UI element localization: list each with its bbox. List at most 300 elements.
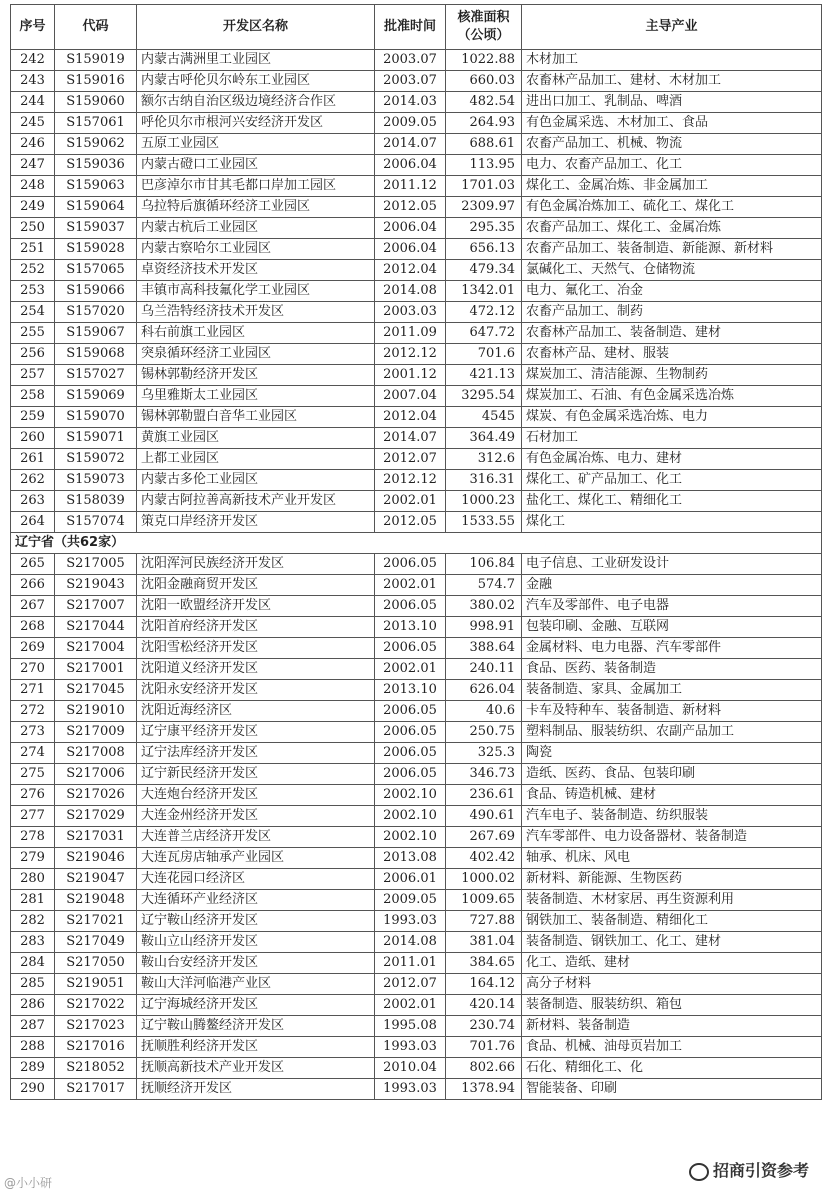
- cell-industry: 塑料制品、服装纺织、农副产品加工: [522, 722, 822, 743]
- cell-area: 1342.01: [446, 281, 522, 302]
- cell-name: 大连普兰店经济开发区: [137, 827, 375, 848]
- table-row: [11, 407, 822, 428]
- cell-date: 2009.05: [375, 890, 446, 911]
- cell-industry: 有色金属冶炼、电力、建材: [522, 449, 822, 470]
- cell-date: 2002.10: [375, 806, 446, 827]
- cell-date: 2002.10: [375, 785, 446, 806]
- cell-code: S217044: [55, 617, 137, 638]
- cell-name: 鞍山大洋河临港产业区: [137, 974, 375, 995]
- cell-date: 2012.12: [375, 344, 446, 365]
- table-row: [11, 1079, 822, 1100]
- cell-no: 263: [11, 491, 55, 512]
- cell-code: S159063: [55, 176, 137, 197]
- table-row: [11, 806, 822, 827]
- cell-date: 1993.03: [375, 1079, 446, 1100]
- table-row: [11, 428, 822, 449]
- table-row: [11, 953, 822, 974]
- cell-date: 2010.04: [375, 1058, 446, 1079]
- cell-no: 270: [11, 659, 55, 680]
- table-row: [11, 827, 822, 848]
- cell-no: 286: [11, 995, 55, 1016]
- cell-date: 2011.12: [375, 176, 446, 197]
- cell-date: 1993.03: [375, 1037, 446, 1058]
- cell-code: S217021: [55, 911, 137, 932]
- cell-no: 254: [11, 302, 55, 323]
- cell-area: 40.6: [446, 701, 522, 722]
- table-row: [11, 302, 822, 323]
- cell-no: 248: [11, 176, 55, 197]
- cell-industry: 高分子材料: [522, 974, 822, 995]
- cell-area: 4545: [446, 407, 522, 428]
- table-row: [11, 890, 822, 911]
- cell-no: 249: [11, 197, 55, 218]
- cell-name: 抚顺经济开发区: [137, 1079, 375, 1100]
- cell-code: S217029: [55, 806, 137, 827]
- cell-no: 251: [11, 239, 55, 260]
- cell-area: 267.69: [446, 827, 522, 848]
- table-row: [11, 911, 822, 932]
- cell-code: S159060: [55, 92, 137, 113]
- table-row: [11, 323, 822, 344]
- cell-code: S217023: [55, 1016, 137, 1037]
- table-row: [11, 386, 822, 407]
- cell-area: 1378.94: [446, 1079, 522, 1100]
- watermark-left: @小小研: [4, 1176, 53, 1190]
- cell-name: 内蒙古察哈尔工业园区: [137, 239, 375, 260]
- table-row: [11, 239, 822, 260]
- cell-date: 2012.04: [375, 407, 446, 428]
- table-row: [11, 1037, 822, 1058]
- cell-no: 242: [11, 50, 55, 71]
- cell-date: 2012.12: [375, 470, 446, 491]
- cell-area: 164.12: [446, 974, 522, 995]
- cell-industry: 卡车及特种车、装备制造、新材料: [522, 701, 822, 722]
- cell-code: S217004: [55, 638, 137, 659]
- cell-no: 243: [11, 71, 55, 92]
- cell-date: 2014.08: [375, 281, 446, 302]
- cell-name: 抚顺胜利经济开发区: [137, 1037, 375, 1058]
- cell-industry: 汽车电子、装备制造、纺织服装: [522, 806, 822, 827]
- cell-no: 282: [11, 911, 55, 932]
- cell-date: 2012.07: [375, 449, 446, 470]
- cell-industry: 食品、医药、装备制造: [522, 659, 822, 680]
- cell-code: S219048: [55, 890, 137, 911]
- cell-code: S157065: [55, 260, 137, 281]
- development-zone-table: [10, 4, 822, 1100]
- table-row: [11, 71, 822, 92]
- cell-no: 257: [11, 365, 55, 386]
- header-code: 代码: [55, 5, 137, 50]
- cell-code: S159037: [55, 218, 137, 239]
- cell-industry: 有色金属采选、木材加工、食品: [522, 113, 822, 134]
- cell-date: 2012.07: [375, 974, 446, 995]
- cell-name: 沈阳永安经济开发区: [137, 680, 375, 701]
- cell-industry: 装备制造、服装纺织、箱包: [522, 995, 822, 1016]
- cell-no: 262: [11, 470, 55, 491]
- table-row: [11, 596, 822, 617]
- cell-industry: 农畜产品加工、机械、物流: [522, 134, 822, 155]
- cell-name: 抚顺高新技术产业开发区: [137, 1058, 375, 1079]
- table-row: [11, 848, 822, 869]
- table-row: [11, 218, 822, 239]
- table-row: [11, 197, 822, 218]
- cell-no: 280: [11, 869, 55, 890]
- cell-no: 269: [11, 638, 55, 659]
- cell-area: 316.31: [446, 470, 522, 491]
- cell-name: 内蒙古满洲里工业园区: [137, 50, 375, 71]
- table-row: [11, 1016, 822, 1037]
- table-row: [11, 974, 822, 995]
- header-no: 序号: [11, 5, 55, 50]
- cell-name: 呼伦贝尔市根河兴安经济开发区: [137, 113, 375, 134]
- cell-area: 688.61: [446, 134, 522, 155]
- cell-date: 2002.01: [375, 491, 446, 512]
- cell-date: 2006.05: [375, 554, 446, 575]
- cell-code: S159036: [55, 155, 137, 176]
- cell-industry: 农畜林产品、建材、服装: [522, 344, 822, 365]
- cell-no: 259: [11, 407, 55, 428]
- cell-date: 2014.08: [375, 932, 446, 953]
- cell-industry: 钢铁加工、装备制造、精细化工: [522, 911, 822, 932]
- cell-industry: 煤化工: [522, 512, 822, 533]
- cell-no: 250: [11, 218, 55, 239]
- cell-code: S159070: [55, 407, 137, 428]
- cell-no: 274: [11, 743, 55, 764]
- cell-area: 381.04: [446, 932, 522, 953]
- cell-name: 内蒙古杭后工业园区: [137, 218, 375, 239]
- cell-code: S159071: [55, 428, 137, 449]
- cell-no: 260: [11, 428, 55, 449]
- table-row: [11, 743, 822, 764]
- cell-no: 244: [11, 92, 55, 113]
- cell-no: 253: [11, 281, 55, 302]
- cell-area: 479.34: [446, 260, 522, 281]
- cell-area: 472.12: [446, 302, 522, 323]
- cell-industry: 新材料、装备制造: [522, 1016, 822, 1037]
- cell-industry: 农畜林产品加工、建材、木材加工: [522, 71, 822, 92]
- cell-area: 380.02: [446, 596, 522, 617]
- cell-code: S159062: [55, 134, 137, 155]
- cell-industry: 木材加工: [522, 50, 822, 71]
- cell-area: 388.64: [446, 638, 522, 659]
- cell-area: 325.3: [446, 743, 522, 764]
- cell-industry: 包装印刷、金融、互联网: [522, 617, 822, 638]
- cell-code: S217008: [55, 743, 137, 764]
- cell-date: 2006.05: [375, 743, 446, 764]
- table-row: [11, 638, 822, 659]
- cell-name: 科右前旗工业园区: [137, 323, 375, 344]
- cell-area: 701.76: [446, 1037, 522, 1058]
- cell-no: 290: [11, 1079, 55, 1100]
- cell-no: 278: [11, 827, 55, 848]
- cell-no: 284: [11, 953, 55, 974]
- cell-code: S159068: [55, 344, 137, 365]
- cell-code: S217005: [55, 554, 137, 575]
- cell-industry: 石材加工: [522, 428, 822, 449]
- cell-code: S159069: [55, 386, 137, 407]
- cell-industry: 金属材料、电力电器、汽车零部件: [522, 638, 822, 659]
- cell-industry: 食品、铸造机械、建材: [522, 785, 822, 806]
- cell-no: 288: [11, 1037, 55, 1058]
- cell-code: S159064: [55, 197, 137, 218]
- cell-date: 2013.10: [375, 617, 446, 638]
- cell-area: 1000.02: [446, 869, 522, 890]
- cell-date: 2003.07: [375, 71, 446, 92]
- cell-code: S217026: [55, 785, 137, 806]
- cell-date: 1993.03: [375, 911, 446, 932]
- cell-industry: 煤炭、有色金属采选冶炼、电力: [522, 407, 822, 428]
- cell-no: 245: [11, 113, 55, 134]
- cell-date: 2011.01: [375, 953, 446, 974]
- cell-code: S217050: [55, 953, 137, 974]
- table-row: [11, 554, 822, 575]
- cell-code: S217016: [55, 1037, 137, 1058]
- cell-code: S219047: [55, 869, 137, 890]
- cell-code: S158039: [55, 491, 137, 512]
- cell-code: S159019: [55, 50, 137, 71]
- cell-date: 2006.05: [375, 722, 446, 743]
- cell-industry: 装备制造、家具、金属加工: [522, 680, 822, 701]
- cell-date: 2003.07: [375, 50, 446, 71]
- table-row: [11, 344, 822, 365]
- cell-code: S217001: [55, 659, 137, 680]
- cell-area: 701.6: [446, 344, 522, 365]
- cell-area: 106.84: [446, 554, 522, 575]
- cell-no: 276: [11, 785, 55, 806]
- cell-name: 辽宁新民经济开发区: [137, 764, 375, 785]
- cell-date: 2006.01: [375, 869, 446, 890]
- cell-code: S217031: [55, 827, 137, 848]
- cell-industry: 农畜产品加工、制药: [522, 302, 822, 323]
- cell-no: 264: [11, 512, 55, 533]
- cell-industry: 石化、精细化工、化: [522, 1058, 822, 1079]
- cell-area: 660.03: [446, 71, 522, 92]
- header-area: 核准面积（公顷）: [446, 5, 522, 50]
- cell-date: 2001.12: [375, 365, 446, 386]
- cell-code: S217017: [55, 1079, 137, 1100]
- cell-area: 420.14: [446, 995, 522, 1016]
- cell-code: S159067: [55, 323, 137, 344]
- cell-no: 272: [11, 701, 55, 722]
- cell-date: 2011.09: [375, 323, 446, 344]
- table-row: [11, 764, 822, 785]
- cell-name: 乌里雅斯太工业园区: [137, 386, 375, 407]
- cell-area: 626.04: [446, 680, 522, 701]
- cell-name: 五原工业园区: [137, 134, 375, 155]
- cell-area: 647.72: [446, 323, 522, 344]
- table-row: [11, 155, 822, 176]
- watermark-text: 招商引资参考: [712, 1161, 809, 1180]
- cell-date: 2006.04: [375, 155, 446, 176]
- cell-name: 乌兰浩特经济技术开发区: [137, 302, 375, 323]
- table-row: [11, 575, 822, 596]
- cell-name: 内蒙古多伦工业园区: [137, 470, 375, 491]
- cell-date: 2002.01: [375, 995, 446, 1016]
- cell-no: 285: [11, 974, 55, 995]
- table-row: [11, 113, 822, 134]
- cell-area: 2309.97: [446, 197, 522, 218]
- cell-area: 656.13: [446, 239, 522, 260]
- cell-no: 246: [11, 134, 55, 155]
- cell-area: 1000.23: [446, 491, 522, 512]
- table-row: [11, 722, 822, 743]
- cell-name: 黄旗工业园区: [137, 428, 375, 449]
- cell-name: 沈阳道义经济开发区: [137, 659, 375, 680]
- cell-industry: 农畜产品加工、煤化工、金属冶炼: [522, 218, 822, 239]
- cell-no: 261: [11, 449, 55, 470]
- cell-industry: 金融: [522, 575, 822, 596]
- cell-name: 辽宁鞍山经济开发区: [137, 911, 375, 932]
- cell-no: 265: [11, 554, 55, 575]
- cell-name: 锡林郭勒经济开发区: [137, 365, 375, 386]
- cell-name: 沈阳一欧盟经济开发区: [137, 596, 375, 617]
- cell-area: 250.75: [446, 722, 522, 743]
- cell-date: 2002.10: [375, 827, 446, 848]
- cell-industry: 电力、氟化工、冶金: [522, 281, 822, 302]
- table-row: [11, 470, 822, 491]
- section-title: 辽宁省（共62家）: [11, 533, 822, 554]
- cell-no: 271: [11, 680, 55, 701]
- cell-area: 1022.88: [446, 50, 522, 71]
- cell-no: 279: [11, 848, 55, 869]
- cell-area: 346.73: [446, 764, 522, 785]
- cell-industry: 智能装备、印刷: [522, 1079, 822, 1100]
- cell-name: 辽宁鞍山腾鳌经济开发区: [137, 1016, 375, 1037]
- header-name: 开发区名称: [137, 5, 375, 50]
- table-row: [11, 260, 822, 281]
- header-date: 批准时间: [375, 5, 446, 50]
- table-row: [11, 92, 822, 113]
- cell-code: S159066: [55, 281, 137, 302]
- cell-date: 2013.10: [375, 680, 446, 701]
- cell-area: 295.35: [446, 218, 522, 239]
- cell-date: 2006.05: [375, 638, 446, 659]
- cell-code: S157061: [55, 113, 137, 134]
- cell-no: 283: [11, 932, 55, 953]
- table-row: [11, 281, 822, 302]
- cell-area: 230.74: [446, 1016, 522, 1037]
- table-header-row: [11, 5, 822, 50]
- cell-no: 258: [11, 386, 55, 407]
- cell-industry: 轴承、机床、风电: [522, 848, 822, 869]
- cell-date: 2012.04: [375, 260, 446, 281]
- cell-name: 大连花园口经济区: [137, 869, 375, 890]
- table-row: [11, 680, 822, 701]
- cell-area: 236.61: [446, 785, 522, 806]
- cell-date: 2002.01: [375, 659, 446, 680]
- cell-date: 2006.05: [375, 701, 446, 722]
- cell-date: 2009.05: [375, 113, 446, 134]
- table-row: [11, 491, 822, 512]
- cell-date: 2006.04: [375, 218, 446, 239]
- cell-name: 辽宁海城经济开发区: [137, 995, 375, 1016]
- cell-industry: 陶瓷: [522, 743, 822, 764]
- cell-code: S159016: [55, 71, 137, 92]
- cell-code: S159073: [55, 470, 137, 491]
- cell-name: 辽宁康平经济开发区: [137, 722, 375, 743]
- cell-area: 482.54: [446, 92, 522, 113]
- cell-area: 574.7: [446, 575, 522, 596]
- cell-name: 大连炮台经济开发区: [137, 785, 375, 806]
- cell-date: 2006.05: [375, 596, 446, 617]
- cell-date: 2012.05: [375, 512, 446, 533]
- cell-name: 鞍山立山经济开发区: [137, 932, 375, 953]
- cell-industry: 煤炭加工、石油、有色金属采选冶炼: [522, 386, 822, 407]
- cell-area: 240.11: [446, 659, 522, 680]
- cell-name: 大连金州经济开发区: [137, 806, 375, 827]
- cell-name: 巴彦淖尔市甘其毛都口岸加工园区: [137, 176, 375, 197]
- cell-code: S157074: [55, 512, 137, 533]
- cell-area: 402.42: [446, 848, 522, 869]
- cell-name: 鞍山台安经济开发区: [137, 953, 375, 974]
- cell-code: S159028: [55, 239, 137, 260]
- table-row: [11, 449, 822, 470]
- cell-code: S157020: [55, 302, 137, 323]
- cell-industry: 盐化工、煤化工、精细化工: [522, 491, 822, 512]
- header-industry: 主导产业: [522, 5, 822, 50]
- cell-date: 2014.07: [375, 134, 446, 155]
- cell-name: 辽宁法库经济开发区: [137, 743, 375, 764]
- cell-name: 内蒙古磴口工业园区: [137, 155, 375, 176]
- wechat-icon: [689, 1163, 709, 1181]
- cell-area: 364.49: [446, 428, 522, 449]
- cell-no: 266: [11, 575, 55, 596]
- cell-date: 2006.05: [375, 764, 446, 785]
- cell-industry: 汽车及零部件、电子电器: [522, 596, 822, 617]
- table-row: [11, 932, 822, 953]
- cell-no: 267: [11, 596, 55, 617]
- cell-name: 沈阳首府经济开发区: [137, 617, 375, 638]
- table-row: [11, 365, 822, 386]
- cell-code: S157027: [55, 365, 137, 386]
- table-row: [11, 1058, 822, 1079]
- cell-name: 大连循环产业经济区: [137, 890, 375, 911]
- cell-code: S159072: [55, 449, 137, 470]
- cell-code: S219051: [55, 974, 137, 995]
- cell-area: 998.91: [446, 617, 522, 638]
- cell-date: 2013.08: [375, 848, 446, 869]
- cell-area: 727.88: [446, 911, 522, 932]
- table-row: [11, 617, 822, 638]
- cell-industry: 造纸、医药、食品、包装印刷: [522, 764, 822, 785]
- cell-name: 额尔古纳自治区级边境经济合作区: [137, 92, 375, 113]
- cell-industry: 装备制造、钢铁加工、化工、建材: [522, 932, 822, 953]
- cell-code: S217045: [55, 680, 137, 701]
- cell-name: 内蒙古呼伦贝尔岭东工业园区: [137, 71, 375, 92]
- cell-date: 2002.01: [375, 575, 446, 596]
- cell-area: 1009.65: [446, 890, 522, 911]
- cell-industry: 化工、造纸、建材: [522, 953, 822, 974]
- cell-code: S219010: [55, 701, 137, 722]
- cell-no: 281: [11, 890, 55, 911]
- cell-area: 264.93: [446, 113, 522, 134]
- cell-date: 2006.04: [375, 239, 446, 260]
- cell-no: 247: [11, 155, 55, 176]
- cell-area: 490.61: [446, 806, 522, 827]
- cell-code: S218052: [55, 1058, 137, 1079]
- cell-date: 2007.04: [375, 386, 446, 407]
- cell-code: S217009: [55, 722, 137, 743]
- cell-industry: 氯碱化工、天然气、仓储物流: [522, 260, 822, 281]
- cell-code: S219046: [55, 848, 137, 869]
- cell-code: S219043: [55, 575, 137, 596]
- cell-date: 2012.05: [375, 197, 446, 218]
- cell-area: 421.13: [446, 365, 522, 386]
- section-row: [11, 533, 822, 554]
- cell-name: 沈阳雪松经济开发区: [137, 638, 375, 659]
- cell-name: 丰镇市高科技氟化学工业园区: [137, 281, 375, 302]
- cell-area: 1533.55: [446, 512, 522, 533]
